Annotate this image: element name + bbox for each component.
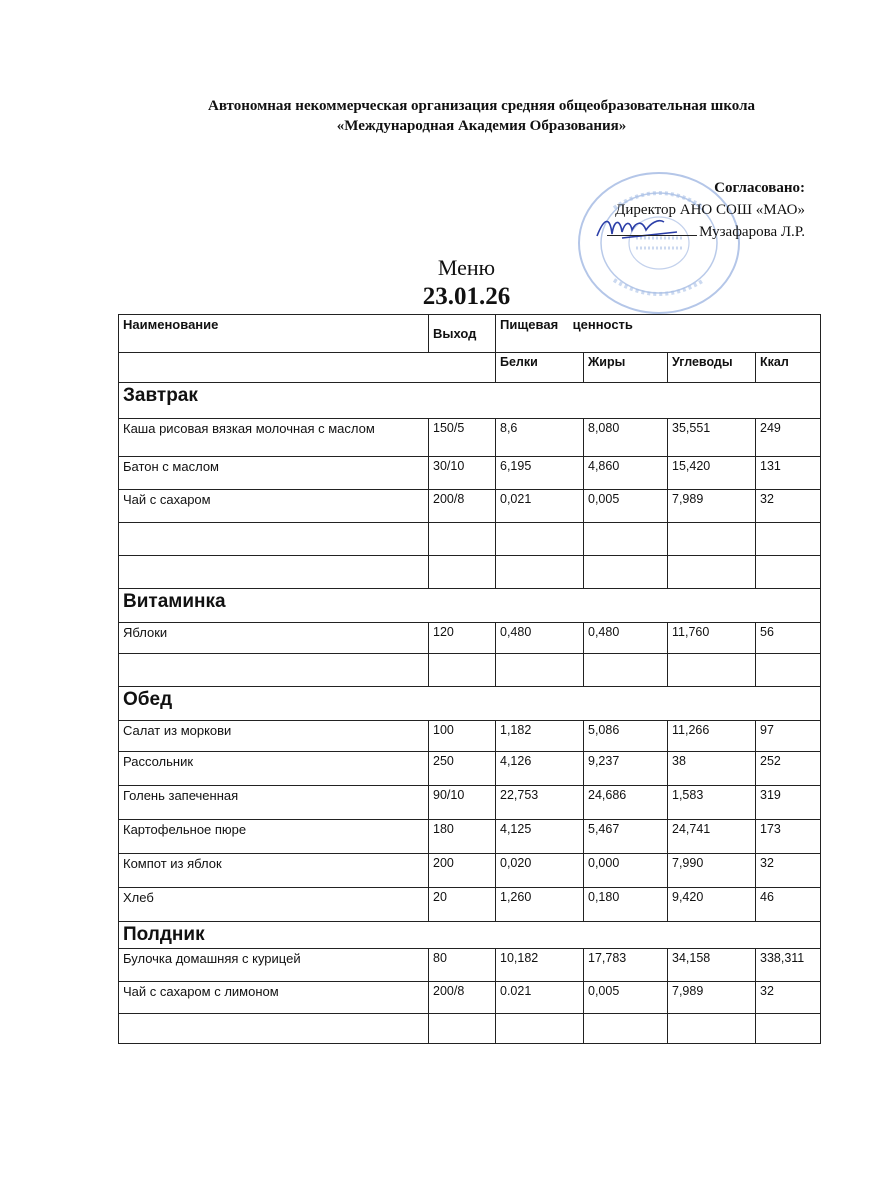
cell-output: 100	[429, 721, 496, 752]
cell-protein: 1,260	[496, 888, 584, 922]
section-title: Витаминка	[119, 589, 821, 623]
cell-name: Рассольник	[119, 752, 429, 786]
cell-kcal	[756, 556, 821, 589]
cell-carbs: 7,989	[668, 490, 756, 523]
cell-protein	[496, 1014, 584, 1044]
org-name-line2: «Международная Академия Образования»	[336, 118, 627, 134]
cell-fat	[584, 556, 668, 589]
approval-name: Музафарова Л.Р.	[699, 224, 805, 240]
col-name-header: Наименование	[119, 315, 429, 353]
cell-fat: 9,237	[584, 752, 668, 786]
cell-kcal: 249	[756, 419, 821, 457]
cell-carbs: 11,760	[668, 623, 756, 654]
cell-kcal	[756, 654, 821, 687]
cell-carbs	[668, 523, 756, 556]
cell-name: Компот из яблок	[119, 854, 429, 888]
cell-name	[119, 523, 429, 556]
cell-kcal: 173	[756, 820, 821, 854]
cell-protein: 1,182	[496, 721, 584, 752]
cell-fat: 8,080	[584, 419, 668, 457]
cell-output: 180	[429, 820, 496, 854]
cell-fat: 17,783	[584, 949, 668, 982]
cell-carbs: 34,158	[668, 949, 756, 982]
cell-protein: 4,126	[496, 752, 584, 786]
approval-position: Директор АНО СОШ «МАО»	[615, 202, 805, 218]
approval-title: Согласовано:	[714, 180, 805, 196]
cell-fat: 0,005	[584, 490, 668, 523]
table-row	[119, 888, 821, 922]
table-row	[119, 490, 821, 523]
cell-carbs: 7,989	[668, 982, 756, 1014]
cell-output: 200/8	[429, 490, 496, 523]
cell-carbs	[668, 654, 756, 687]
cell-carbs: 24,741	[668, 820, 756, 854]
cell-protein: 8,6	[496, 419, 584, 457]
cell-name	[119, 654, 429, 687]
table-row	[119, 786, 821, 820]
cell-output: 20	[429, 888, 496, 922]
section-header-row	[119, 687, 821, 721]
cell-name	[119, 1014, 429, 1044]
cell-kcal: 56	[756, 623, 821, 654]
cell-fat	[584, 1014, 668, 1044]
cell-output: 90/10	[429, 786, 496, 820]
cell-protein	[496, 523, 584, 556]
cell-carbs: 1,583	[668, 786, 756, 820]
menu-date: 23.01.26	[422, 283, 511, 310]
cell-fat: 24,686	[584, 786, 668, 820]
table-subheader-row	[119, 353, 821, 383]
cell-protein: 10,182	[496, 949, 584, 982]
cell-carbs: 11,266	[668, 721, 756, 752]
org-name-line1: Автономная некоммерческая организация средняя общеобразовательная школа	[207, 98, 755, 114]
menu-title: Меню	[437, 255, 496, 280]
table-row	[119, 982, 821, 1014]
section-title: Завтрак	[119, 383, 821, 419]
cell-protein: 0,480	[496, 623, 584, 654]
cell-kcal	[756, 523, 821, 556]
subheader-blank	[119, 353, 496, 383]
cell-carbs: 35,551	[668, 419, 756, 457]
cell-carbs	[668, 1014, 756, 1044]
section-header-row	[119, 589, 821, 623]
table-row	[119, 820, 821, 854]
section-title: Полдник	[119, 922, 821, 949]
org-header	[0, 96, 873, 136]
section-header-row	[119, 383, 821, 419]
section-header-row	[119, 922, 821, 949]
table-row	[119, 949, 821, 982]
cell-protein: 0,020	[496, 854, 584, 888]
approval-block	[607, 177, 805, 243]
table-row	[119, 419, 821, 457]
cell-name: Чай с сахаром	[119, 490, 429, 523]
signature-line	[607, 221, 697, 236]
cell-carbs: 7,990	[668, 854, 756, 888]
cell-name: Салат из моркови	[119, 721, 429, 752]
cell-protein: 0,021	[496, 490, 584, 523]
cell-name: Голень запеченная	[119, 786, 429, 820]
section-title: Обед	[119, 687, 821, 721]
cell-output	[429, 523, 496, 556]
table-row	[119, 623, 821, 654]
cell-name: Хлеб	[119, 888, 429, 922]
cell-name: Батон с маслом	[119, 457, 429, 490]
col-protein-header: Белки	[496, 353, 584, 383]
table-header-row	[119, 315, 821, 353]
cell-output: 80	[429, 949, 496, 982]
cell-kcal: 319	[756, 786, 821, 820]
cell-protein: 6,195	[496, 457, 584, 490]
cell-kcal: 338,311	[756, 949, 821, 982]
table-row	[119, 721, 821, 752]
cell-output: 200	[429, 854, 496, 888]
table-row	[119, 556, 821, 589]
cell-fat	[584, 654, 668, 687]
cell-output: 120	[429, 623, 496, 654]
cell-protein: 4,125	[496, 820, 584, 854]
cell-fat: 5,086	[584, 721, 668, 752]
cell-output: 30/10	[429, 457, 496, 490]
cell-name: Картофельное пюре	[119, 820, 429, 854]
cell-kcal: 46	[756, 888, 821, 922]
col-kcal-header: Ккал	[756, 353, 821, 383]
cell-protein	[496, 556, 584, 589]
col-output-header: Выход	[429, 315, 496, 353]
cell-kcal: 32	[756, 490, 821, 523]
cell-carbs: 9,420	[668, 888, 756, 922]
cell-output: 200/8	[429, 982, 496, 1014]
cell-protein: 0.021	[496, 982, 584, 1014]
cell-protein: 22,753	[496, 786, 584, 820]
table-row	[119, 752, 821, 786]
cell-output	[429, 654, 496, 687]
cell-carbs	[668, 556, 756, 589]
col-carbs-header: Углеводы	[668, 353, 756, 383]
cell-carbs: 15,420	[668, 457, 756, 490]
cell-fat: 5,467	[584, 820, 668, 854]
cell-fat: 0,180	[584, 888, 668, 922]
cell-name: Каша рисовая вязкая молочная с маслом	[119, 419, 429, 457]
cell-kcal	[756, 1014, 821, 1044]
cell-fat: 4,860	[584, 457, 668, 490]
cell-fat: 0,005	[584, 982, 668, 1014]
cell-carbs: 38	[668, 752, 756, 786]
cell-kcal: 32	[756, 854, 821, 888]
cell-kcal: 252	[756, 752, 821, 786]
table-row	[119, 654, 821, 687]
cell-fat: 0,000	[584, 854, 668, 888]
cell-output: 150/5	[429, 419, 496, 457]
col-fat-header: Жиры	[584, 353, 668, 383]
cell-kcal: 32	[756, 982, 821, 1014]
table-row	[119, 457, 821, 490]
cell-kcal: 131	[756, 457, 821, 490]
cell-fat: 0,480	[584, 623, 668, 654]
cell-output	[429, 1014, 496, 1044]
cell-kcal: 97	[756, 721, 821, 752]
menu-table	[118, 314, 821, 1044]
col-nutrition-header: Пищевая ценность	[496, 315, 821, 353]
table-row	[119, 1014, 821, 1044]
table-row	[119, 523, 821, 556]
cell-output	[429, 556, 496, 589]
cell-name	[119, 556, 429, 589]
table-row	[119, 854, 821, 888]
cell-protein	[496, 654, 584, 687]
cell-name: Яблоки	[119, 623, 429, 654]
cell-fat	[584, 523, 668, 556]
cell-name: Чай с сахаром с лимоном	[119, 982, 429, 1014]
cell-output: 250	[429, 752, 496, 786]
cell-name: Булочка домашняя с курицей	[119, 949, 429, 982]
